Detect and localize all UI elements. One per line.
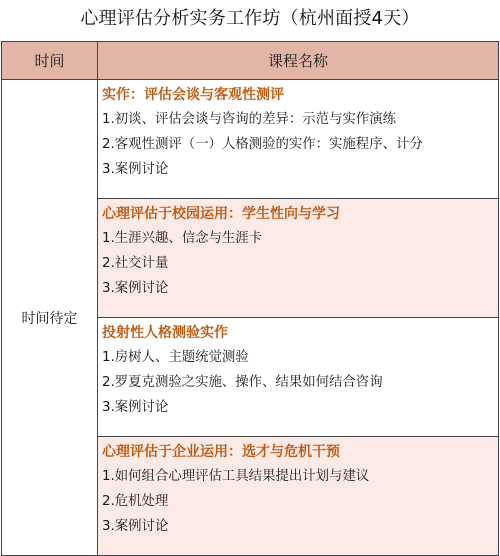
course-module: [98, 199, 499, 318]
module-item: 2.客观性测评（一）人格测验的实作：实施程序、计分: [102, 137, 423, 152]
module-item: 3.案例讨论: [102, 162, 169, 177]
module-item: 1.房树人、主题统觉测验: [102, 350, 249, 365]
module-title: 投射性人格测验实作: [102, 325, 228, 341]
module-item: 3.案例讨论: [102, 400, 169, 415]
module-title: 实作：评估会谈与客观性测评: [102, 87, 284, 103]
table-header-row: [2, 42, 499, 80]
module-item: 1.初谈、评估会谈与咨询的差异：示范与实作演练: [102, 112, 396, 127]
page-title: 心理评估分析实务工作坊（杭州面授4天）: [80, 8, 420, 29]
module-item: 3.案例讨论: [102, 519, 169, 534]
course-module: [98, 80, 499, 199]
module-item: 1.如何组合心理评估工具结果提出计划与建议: [102, 469, 370, 484]
course-column-header: 课程名称: [98, 42, 499, 80]
module-title: 心理评估于企业运用：选才与危机干预: [102, 444, 340, 460]
time-column-header: 时间: [2, 42, 98, 80]
table-row: [2, 80, 499, 199]
time-cell: 时间待定: [2, 80, 98, 556]
module-item: 3.案例讨论: [102, 281, 169, 296]
module-item: 1.生涯兴趣、信念与生涯卡: [102, 231, 263, 246]
schedule-table: [1, 41, 499, 556]
module-item: 2.危机处理: [102, 494, 169, 509]
module-title: 心理评估于校园运用：学生性向与学习: [102, 206, 340, 222]
course-module: [98, 437, 499, 556]
module-item: 2.社交计量: [102, 256, 169, 271]
module-item: 2.罗夏克测验之实施、操作、结果如何结合咨询: [102, 375, 383, 390]
course-module: [98, 318, 499, 437]
